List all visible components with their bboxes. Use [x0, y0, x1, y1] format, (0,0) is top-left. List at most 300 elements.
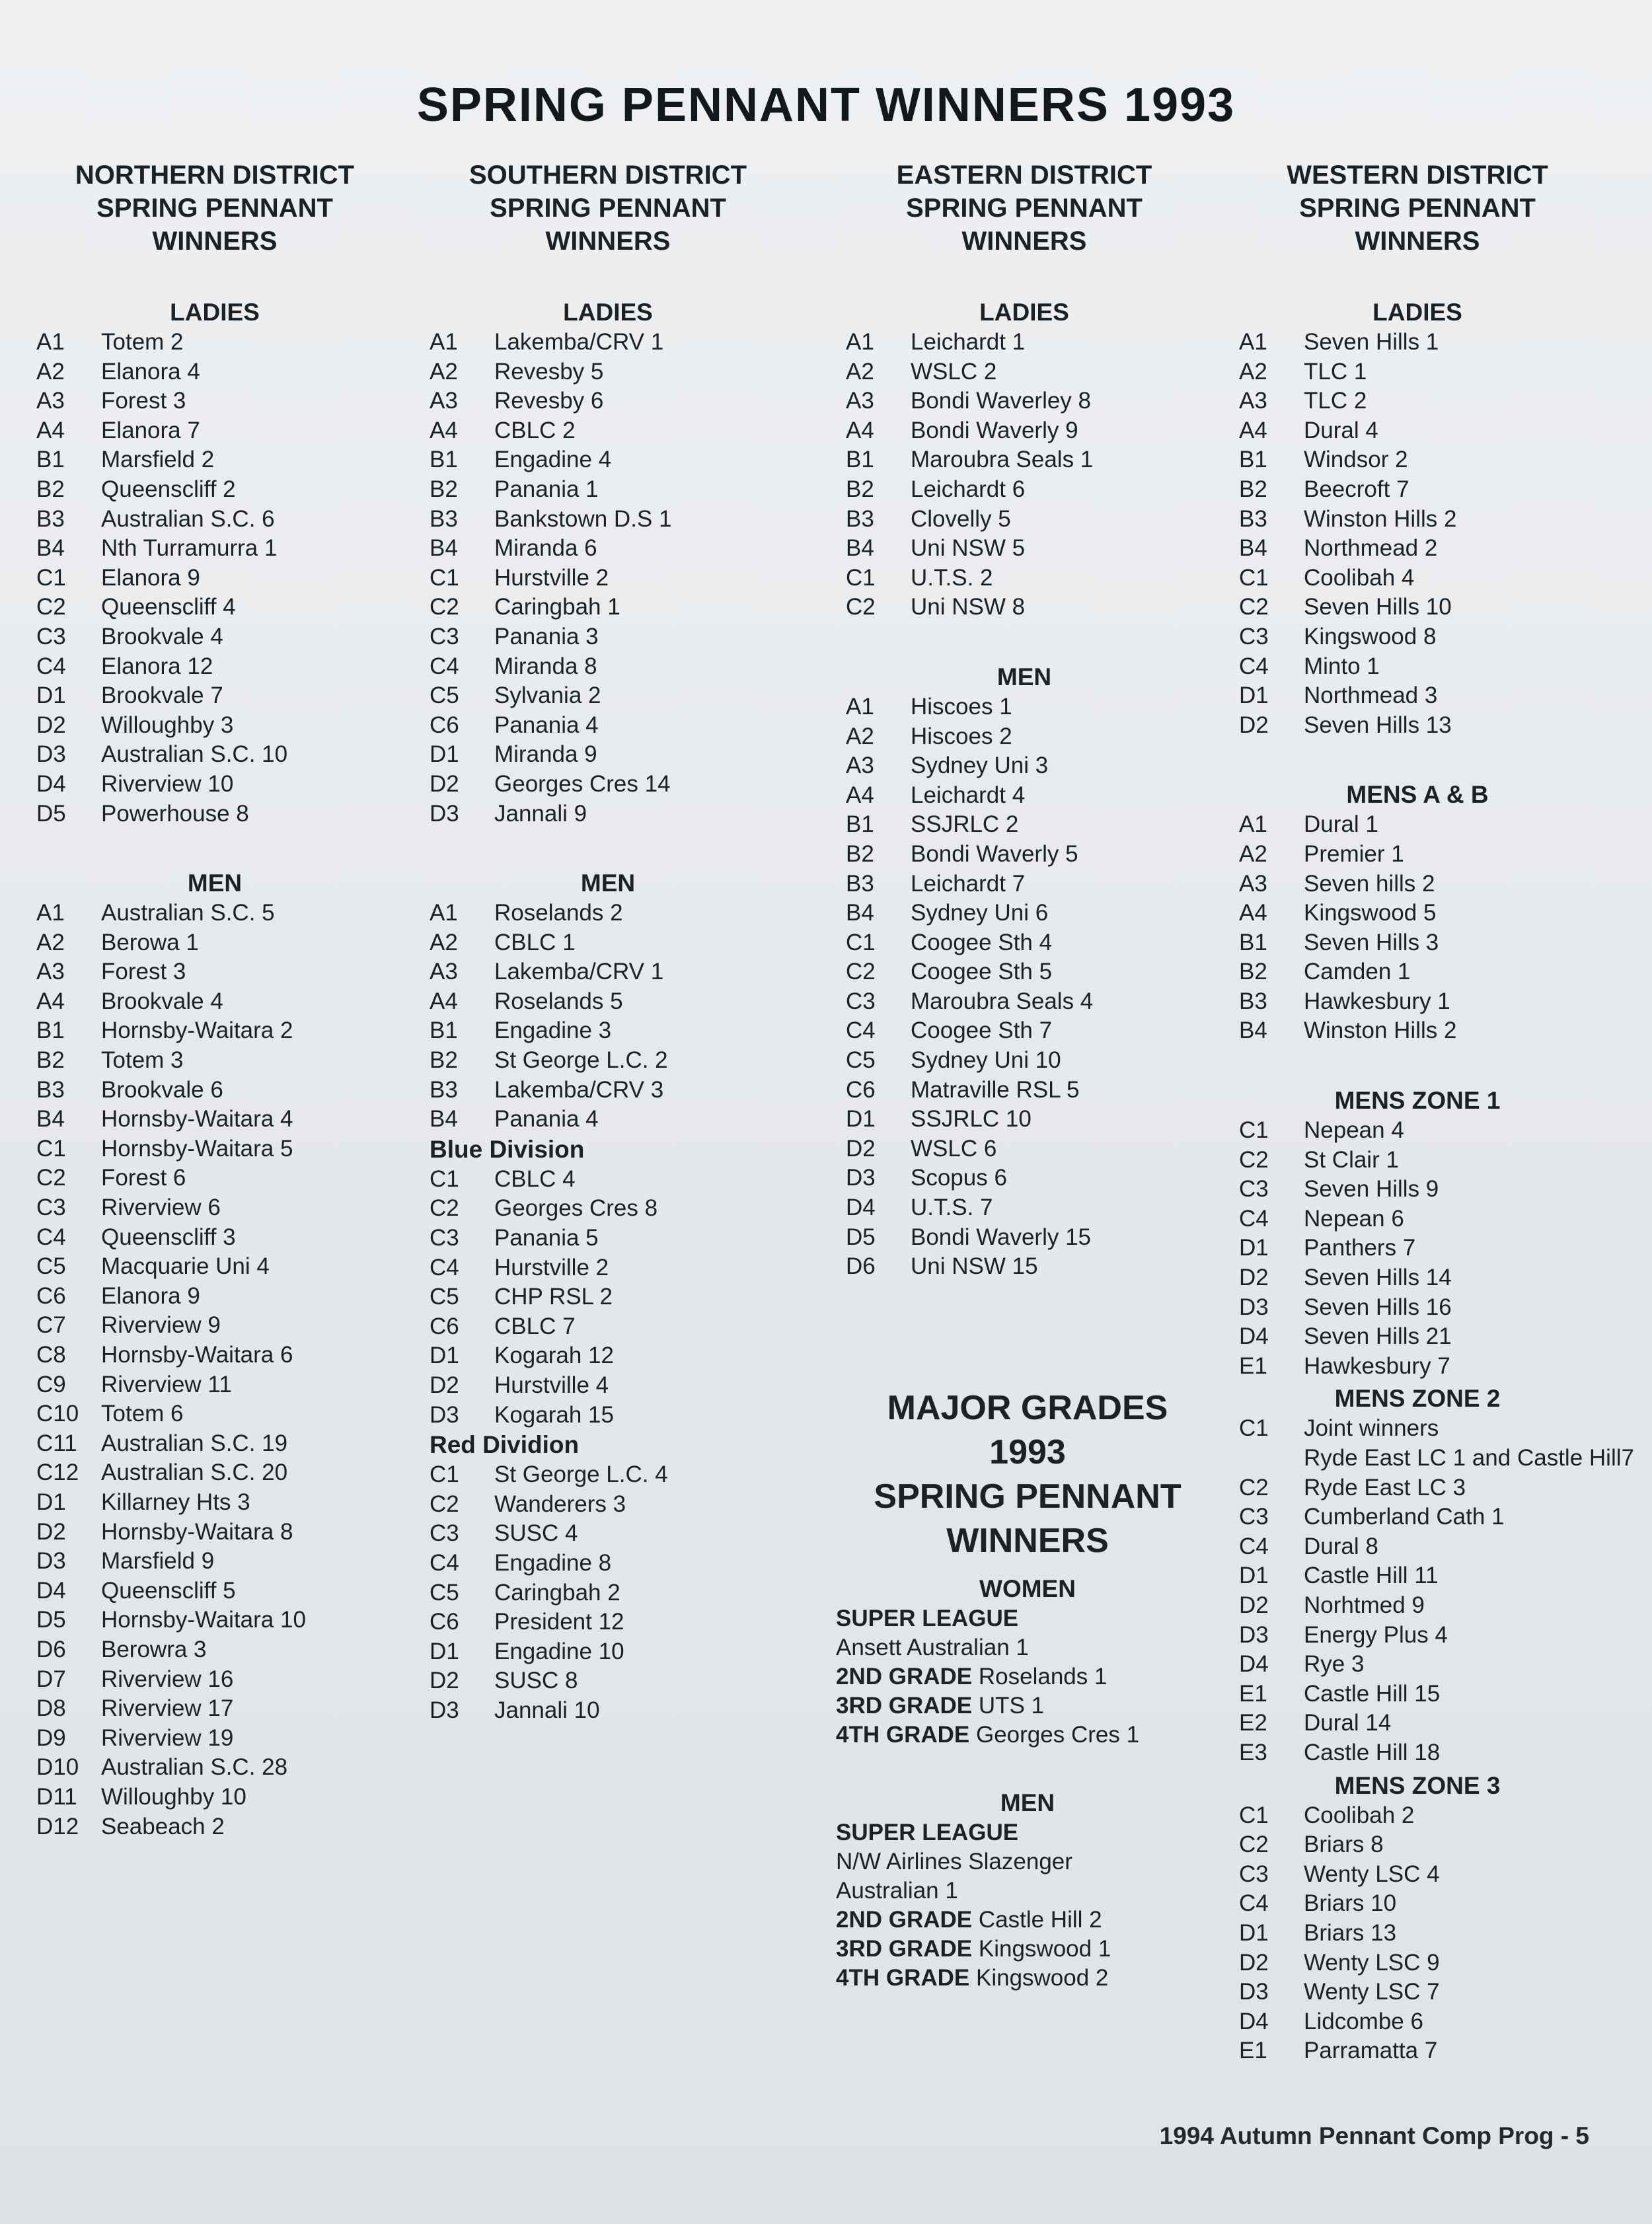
grade-code: A2 [846, 723, 874, 749]
grade-code: A3 [36, 959, 65, 985]
grade-code: B2 [430, 1047, 458, 1074]
grade-code: C3 [1239, 1504, 1269, 1530]
result-row [36, 1252, 426, 1282]
result-row [36, 1694, 426, 1724]
winning-team: Riverview 6 [101, 1195, 221, 1221]
result-row [1239, 987, 1629, 1017]
result-row [1239, 1801, 1629, 1831]
result-row [36, 1753, 426, 1783]
district-heading-line: SPRING PENNANT [1299, 194, 1536, 223]
grade-code: B3 [430, 1076, 458, 1103]
result-row [1239, 328, 1629, 357]
winning-team: Riverview 19 [101, 1724, 234, 1751]
winning-team: Hornsby-Waitara 8 [101, 1518, 293, 1545]
winning-team: Georges Cres 14 [494, 770, 671, 797]
winning-team: CBLC 4 [494, 1166, 576, 1192]
result-row [846, 840, 1236, 870]
grade-code: C2 [846, 594, 876, 620]
division-heading: Blue Division [430, 1135, 585, 1163]
winning-team: Wenty LSC 4 [1304, 1861, 1440, 1887]
grade-code: C4 [430, 653, 459, 679]
grade-code: C1 [1239, 1802, 1269, 1828]
grade-code: C4 [1239, 1533, 1269, 1559]
section-heading: MENS ZONE 3 [1334, 1771, 1501, 1799]
result-row [1239, 1414, 1629, 1444]
grade-code: C4 [1239, 1890, 1269, 1917]
grade-code: D1 [36, 683, 66, 709]
page-title: SPRING PENNANT WINNERS 1993 [416, 79, 1236, 131]
grade-code: C6 [430, 712, 459, 738]
result-row [1239, 357, 1629, 387]
result-row [846, 870, 1236, 899]
result-row [36, 475, 426, 505]
grade-code: C1 [846, 564, 876, 591]
section-heading: LADIES [563, 299, 653, 326]
grade-code: C4 [1239, 653, 1269, 679]
grade-code: B3 [1239, 988, 1267, 1014]
grade-code: E1 [1239, 1680, 1267, 1707]
result-row [1239, 1444, 1634, 1473]
result-row [430, 1105, 819, 1134]
result-row [36, 1429, 426, 1459]
grade-code: A3 [1239, 388, 1267, 414]
grade-code: C1 [36, 1135, 66, 1162]
result-row [430, 357, 819, 387]
winning-team: Hornsby-Waitara 10 [101, 1607, 306, 1633]
result-row [1239, 416, 1629, 446]
men-grade-row: 4TH GRADE Kingswood 2 [836, 1965, 1109, 1991]
result-row [36, 1341, 426, 1370]
winning-team: Seabeach 2 [101, 1813, 225, 1839]
result-row [36, 1105, 426, 1134]
result-row [36, 1046, 426, 1076]
result-row [430, 799, 819, 829]
grade-code: A2 [1239, 840, 1267, 867]
result-row [36, 445, 426, 475]
result-row [846, 1164, 1236, 1193]
grade-code: A3 [846, 753, 874, 779]
grade-code: D1 [430, 1638, 459, 1664]
winning-team: Energy Plus 4 [1304, 1621, 1448, 1648]
section-heading: MENS A & B [1346, 781, 1489, 809]
result-row [1239, 2036, 1629, 2066]
grade-code: C2 [430, 1491, 459, 1517]
grade-code: C1 [36, 564, 66, 591]
winning-team: Roselands 2 [494, 900, 623, 926]
grade-code: B4 [846, 535, 874, 562]
winning-team: Windsor 2 [1304, 447, 1408, 473]
winning-team: St George L.C. 2 [494, 1047, 668, 1074]
result-row [846, 1134, 1236, 1164]
winning-team: Willoughby 3 [101, 712, 234, 738]
result-row [430, 928, 819, 958]
winning-team: Elanora 9 [101, 564, 200, 591]
winning-team: Sydney Uni 3 [911, 753, 1049, 779]
grade-code: E1 [1239, 1353, 1267, 1379]
winning-team: Australian S.C. 19 [101, 1430, 288, 1456]
winning-team: Seven Hills 13 [1304, 712, 1452, 738]
result-row [1239, 1709, 1629, 1738]
winning-team: Seven Hills 10 [1304, 594, 1452, 620]
result-row [1239, 711, 1629, 741]
result-row [36, 1076, 426, 1105]
winning-team: Dural 1 [1304, 811, 1378, 838]
grade-code: D3 [36, 1548, 66, 1575]
winning-team: Uni NSW 8 [911, 594, 1026, 620]
grade-code: D3 [430, 1401, 459, 1428]
result-row [36, 1193, 426, 1223]
grade-code: C3 [1239, 1861, 1269, 1887]
grade-code: A3 [1239, 870, 1267, 897]
section-heading: LADIES [1372, 299, 1462, 326]
grade-code: C4 [846, 1018, 876, 1044]
grade-code: B4 [1239, 535, 1267, 562]
result-row [1239, 928, 1629, 958]
result-row [1239, 652, 1629, 682]
result-row [846, 928, 1236, 958]
result-row [430, 770, 819, 799]
winning-team: Leichardt 6 [911, 476, 1026, 502]
result-row [846, 357, 1236, 387]
winning-team: Riverview 10 [101, 770, 234, 797]
result-row [1239, 564, 1629, 593]
grade-code: C5 [430, 1579, 459, 1606]
grade-code: A1 [1239, 811, 1267, 838]
winning-team: Joint winners [1304, 1415, 1439, 1442]
result-row [1239, 1860, 1629, 1890]
winning-team: Hornsby-Waitara 5 [101, 1135, 293, 1162]
result-row [1239, 1561, 1629, 1591]
winning-team: Seven hills 2 [1304, 870, 1435, 897]
grade-code: C6 [430, 1313, 459, 1339]
women-heading: WOMEN [979, 1575, 1076, 1602]
result-row [430, 1016, 819, 1046]
result-row [1239, 1978, 1629, 2007]
result-row [36, 1399, 426, 1429]
northern-district-column [36, 159, 426, 1841]
result-row [36, 899, 426, 928]
district-heading-line: WINNERS [152, 227, 278, 256]
result-row [430, 740, 819, 770]
result-row [1239, 1591, 1629, 1621]
result-row [846, 1046, 1236, 1076]
winning-team: Panania 4 [494, 1106, 599, 1132]
winning-team: Hawkesbury 7 [1304, 1353, 1450, 1379]
winning-team: Berowra 3 [101, 1636, 207, 1662]
winning-team: Leichardt 4 [911, 782, 1026, 808]
result-row [36, 711, 426, 741]
winning-team: Panania 3 [494, 623, 599, 649]
grade-code: D2 [430, 770, 459, 797]
result-row [36, 328, 426, 357]
result-row [430, 1165, 819, 1195]
result-row [1239, 1919, 1629, 1948]
result-row [430, 1224, 819, 1253]
winning-team: Engadine 8 [494, 1549, 612, 1576]
winning-team: Georges Cres 8 [494, 1195, 658, 1222]
grade-code: C2 [430, 1195, 459, 1222]
section-heading: MEN [187, 870, 243, 897]
winning-team: Kingswood 8 [1304, 623, 1437, 649]
result-row [430, 387, 819, 416]
district-heading [1239, 159, 1596, 258]
winning-team: Briars 10 [1304, 1890, 1397, 1917]
winning-team: CBLC 7 [494, 1313, 576, 1339]
winning-team: Hornsby-Waitara 2 [101, 1018, 293, 1044]
winning-team: Uni NSW 5 [911, 535, 1026, 562]
result-row [1239, 1352, 1629, 1382]
grade-code: C2 [1239, 1832, 1269, 1858]
result-row [36, 1458, 426, 1488]
grade-code: C1 [430, 1166, 459, 1192]
district-heading-line: WESTERN DISTRICT [1287, 161, 1548, 190]
grade-code: C1 [846, 929, 876, 955]
result-row [430, 1253, 819, 1283]
grade-code: C2 [1239, 1474, 1269, 1501]
result-row [846, 564, 1236, 593]
grade-code: D2 [1239, 1949, 1269, 1976]
grade-code: C5 [430, 683, 459, 709]
result-row [846, 1105, 1236, 1134]
winning-team: Leichardt 1 [911, 329, 1026, 355]
winning-team: Ryde East LC 1 and Castle Hill7 [1304, 1445, 1634, 1471]
result-row [36, 357, 426, 387]
grade-code: C3 [430, 1520, 459, 1547]
winning-team: Queenscliff 2 [101, 476, 236, 502]
result-row [430, 1637, 819, 1667]
winning-team: WSLC 2 [911, 358, 997, 385]
grade-code: B2 [1239, 476, 1267, 502]
grade-code: C5 [430, 1284, 459, 1310]
result-row [430, 681, 819, 711]
result-row [846, 1076, 1236, 1105]
grade-code: B2 [846, 840, 874, 867]
winning-team: Castle Hill 15 [1304, 1680, 1441, 1707]
grade-code: B2 [430, 476, 458, 502]
result-row [846, 328, 1236, 357]
grade-code: E2 [1239, 1710, 1267, 1736]
result-row [36, 387, 426, 416]
winning-team: Panania 4 [494, 712, 599, 738]
grade-code: D3 [1239, 1979, 1269, 2005]
winning-team: Cumberland Cath 1 [1304, 1504, 1505, 1530]
grade-code: D3 [1239, 1621, 1269, 1648]
winning-team: Elanora 7 [101, 417, 200, 443]
result-row [430, 328, 819, 357]
winning-team: Totem 3 [101, 1047, 184, 1074]
grade-code: D1 [430, 1343, 459, 1369]
winning-team: Wanderers 3 [494, 1491, 626, 1517]
men-heading: MEN [1000, 1789, 1055, 1816]
winning-team: Elanora 9 [101, 1282, 200, 1309]
grade-code: A1 [846, 329, 874, 355]
grade-code: B3 [36, 505, 65, 532]
grade-code: B4 [1239, 1018, 1267, 1044]
result-row [36, 957, 426, 987]
grade-code: C1 [1239, 1415, 1269, 1442]
result-row [36, 1518, 426, 1547]
grade-code: A4 [846, 417, 874, 443]
result-row [1239, 1234, 1629, 1263]
winning-team: Revesby 5 [494, 358, 604, 385]
winning-team: Briars 8 [1304, 1832, 1384, 1858]
result-row [1239, 1532, 1629, 1562]
winning-team: Hornsby-Waitara 6 [101, 1342, 293, 1368]
grade-code: B4 [430, 1106, 458, 1132]
winning-team: Beecroft 7 [1304, 476, 1409, 502]
result-row [1239, 1116, 1629, 1146]
result-row [36, 652, 426, 682]
result-row [430, 416, 819, 446]
winning-team: CBLC 2 [494, 417, 576, 443]
winning-team: Minto 1 [1304, 653, 1380, 679]
winning-team: Briars 13 [1304, 1919, 1397, 1946]
result-row [846, 899, 1236, 928]
winning-team: Bondi Waverly 15 [911, 1224, 1091, 1250]
winning-team: Engadine 10 [494, 1638, 624, 1664]
winning-team: Totem 6 [101, 1401, 184, 1427]
grade-code: A4 [36, 988, 65, 1014]
men-super-league-winner: N/W Airlines Slazenger [836, 1849, 1072, 1874]
winning-team: Roselands 5 [494, 988, 623, 1014]
grade-code: A2 [1239, 358, 1267, 385]
grade-code: A2 [846, 358, 874, 385]
winning-team: Clovelly 5 [911, 505, 1011, 532]
result-row [36, 1223, 426, 1253]
winning-team: Maroubra Seals 1 [911, 447, 1094, 473]
grade-code: C3 [430, 1225, 459, 1251]
result-row [36, 1606, 426, 1635]
result-row [846, 987, 1236, 1017]
section-heading: LADIES [979, 299, 1069, 326]
section-gap [36, 829, 426, 866]
district-heading-line: WINNERS [545, 227, 671, 256]
winning-team: Winston Hills 2 [1304, 1018, 1457, 1044]
winning-team: CBLC 1 [494, 929, 576, 955]
result-row [1239, 1322, 1629, 1352]
winning-team: Miranda 8 [494, 653, 597, 679]
grade-code: A1 [430, 329, 458, 355]
winning-team: Sylvania 2 [494, 683, 601, 709]
grade-code: C5 [846, 1047, 876, 1074]
result-row [846, 387, 1236, 416]
result-row [1239, 505, 1629, 535]
winning-team: Marsfield 9 [101, 1548, 215, 1575]
grade-code: C2 [36, 1165, 66, 1191]
winning-team: CHP RSL 2 [494, 1284, 613, 1310]
result-row [430, 1696, 819, 1726]
result-row [36, 564, 426, 593]
winning-team: Seven Hills 21 [1304, 1323, 1452, 1350]
result-row [430, 505, 819, 535]
winning-team: Lidcombe 6 [1304, 2008, 1423, 2034]
grade-code: D3 [1239, 1294, 1269, 1320]
grade-code: D6 [846, 1253, 876, 1280]
grade-code: D8 [36, 1695, 66, 1722]
result-row [846, 781, 1236, 811]
result-row [36, 987, 426, 1017]
women-grade-row: 2ND GRADE Roselands 1 [836, 1664, 1108, 1689]
grade-code: B4 [36, 1106, 65, 1132]
winning-team: Bondi Waverly 9 [911, 417, 1078, 443]
winning-team: Matraville RSL 5 [911, 1076, 1080, 1103]
result-row [36, 1635, 426, 1665]
winning-team: Bankstown D.S 1 [494, 505, 672, 532]
result-row [430, 1608, 819, 1637]
winning-team: Sydney Uni 6 [911, 900, 1049, 926]
result-row [846, 810, 1236, 840]
winning-team: Nepean 4 [1304, 1117, 1404, 1144]
result-row [36, 1134, 426, 1164]
grade-code: D11 [36, 1783, 77, 1810]
grade-code: A3 [36, 388, 65, 414]
winning-team: WSLC 6 [911, 1135, 997, 1162]
grade-code: B3 [846, 870, 874, 897]
grade-code: A1 [1239, 329, 1267, 355]
result-row [1239, 957, 1629, 987]
grade-code: B1 [1239, 447, 1267, 473]
grade-code: C3 [1239, 623, 1269, 649]
winning-team: Seven Hills 16 [1304, 1294, 1452, 1320]
winning-team: Caringbah 2 [494, 1579, 620, 1606]
result-row [846, 722, 1236, 752]
grade-code: B1 [1239, 929, 1267, 955]
winning-team: Jannali 10 [494, 1697, 600, 1723]
winning-team: Winston Hills 2 [1304, 505, 1457, 532]
grade-code: B1 [36, 447, 65, 473]
result-row [1239, 899, 1629, 928]
winning-team: Forest 6 [101, 1165, 186, 1191]
grade-code: D2 [1239, 712, 1269, 738]
result-row [430, 1371, 819, 1401]
result-row [36, 1576, 426, 1606]
grade-code: A4 [846, 782, 874, 808]
grade-code: C6 [36, 1282, 66, 1309]
result-row [36, 740, 426, 770]
winning-team: Australian S.C. 20 [101, 1460, 288, 1486]
result-row [846, 416, 1236, 446]
grade-code: D7 [36, 1666, 66, 1692]
winning-team: Coolibah 4 [1304, 564, 1415, 591]
grade-code: C3 [846, 988, 876, 1014]
section-gap [430, 829, 819, 866]
grade-code: C3 [36, 1195, 66, 1221]
result-row [36, 1547, 426, 1576]
result-row [1239, 1205, 1629, 1234]
winning-team: Brookvale 6 [101, 1076, 223, 1103]
grade-code: D4 [846, 1195, 876, 1221]
section-heading: MEN [996, 663, 1052, 690]
grade-code: A1 [36, 900, 65, 926]
grade-code: C6 [846, 1076, 876, 1103]
result-row [1239, 1889, 1629, 1919]
winning-team: Castle Hill 11 [1304, 1563, 1439, 1589]
winning-team: Berowa 1 [101, 929, 199, 955]
winning-team: Lakemba/CRV 1 [494, 329, 664, 355]
grade-code: C4 [430, 1549, 459, 1576]
grade-code: C4 [430, 1254, 459, 1280]
winning-team: Hurstville 2 [494, 564, 609, 591]
grade-code: A2 [36, 358, 65, 385]
district-heading-line: EASTERN DISTRICT [896, 161, 1152, 190]
grade-code: B3 [1239, 505, 1267, 532]
winning-team: Uni NSW 15 [911, 1253, 1038, 1280]
result-row [1239, 387, 1629, 416]
section-heading: MENS ZONE 2 [1334, 1385, 1501, 1413]
grade-code: D3 [430, 1697, 459, 1723]
result-row [1239, 622, 1629, 652]
grade-code: B4 [430, 535, 458, 562]
